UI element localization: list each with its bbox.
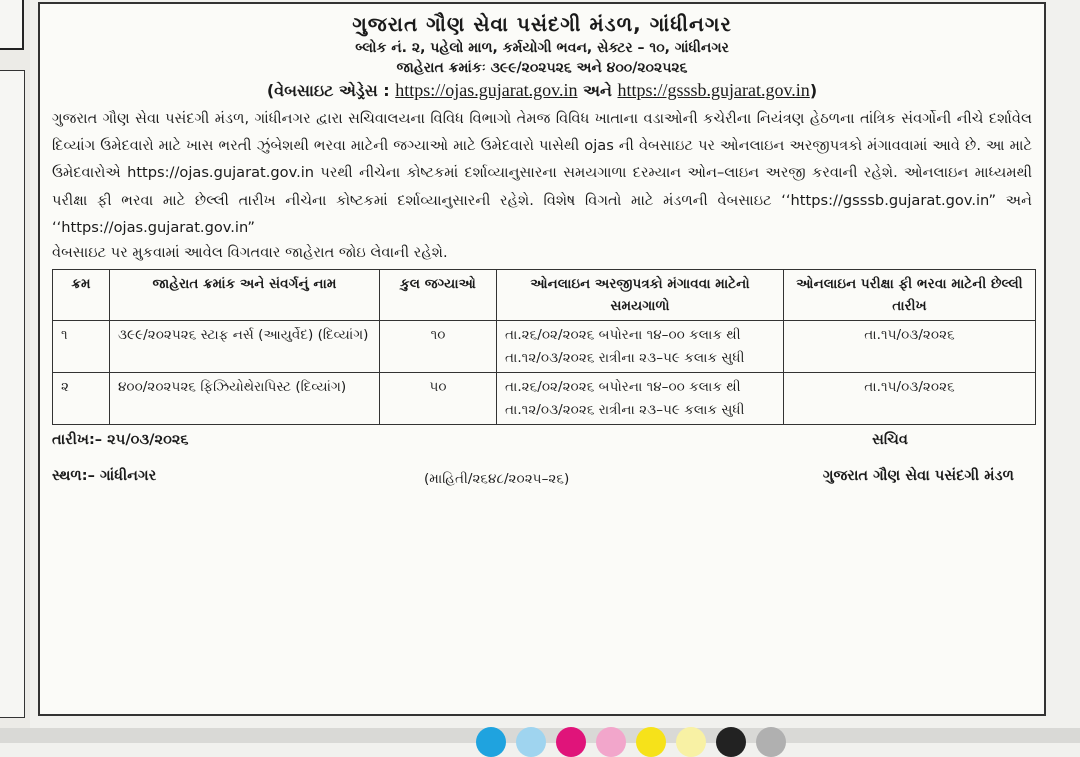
recruitment-notice [38,2,1046,716]
notice-place: સ્થળ:– ગાંધીનગર [52,467,157,485]
color-registration-dot [756,727,786,757]
row-total-posts: ૫૦ [380,373,497,425]
header-post-name: જાહેરાત ક્રમાંક અને સંવર્ગનું નામ [110,270,380,321]
adjacent-column-box-top [0,0,24,50]
color-registration-dot [596,727,626,757]
adjacent-column-box [0,70,25,718]
advertisement-number: જાહેરાત ક્રમાંકઃ ૩૯૯/૨૦૨૫૨૬ અને ૪૦૦/૨૦૨૫૨૬ [396,60,688,76]
ojas-link[interactable]: https://ojas.gujarat.gov.in [395,80,578,100]
notice-paragraph-end: વેબસાઇટ પર મુકવામાં આવેલ વિગતવાર જાહેરાત જોઇ લેવાની રહેશે. [52,244,448,262]
row-post-name: ૪૦૦/૨૦૨૫૨૬ ફિઝિયોથેરાપિસ્ટ (દિવ્યાંગ) [110,373,380,425]
website-conjunction: અને [577,81,618,100]
notice-paragraph: ગુજરાત ગૌણ સેવા પસંદગી મંડળ, ગાંધીનગર દ્વારા સચિવાલયના વિવિધ વિભાગો તેમજ વિવિધ ખાતાના વડાઓની કચેરીના નિયંત્રણ હેઠળના તાંત્રિક સંવર્ગોની નીચે દર્શાવેલ દિવ્યાંગ ઉમેદવારો માટે ખાસ ભરતી ઝુંબેશથી ભરવા માટેની જગ્યાઓ માટે ઉમેદવારો પાસેથી ojas ની વેબસાઇટ પર ઓનલાઇન અરજીપત્રકો મંગાવવામાં આવે છે. આ માટે ઉમેદવારોએ https://ojas.gujarat.gov.in પરથી નીચેના કોષ્ટકમાં દર્શાવ્યાનુસારના સમયગાળા દરમ્યાન ઓન–લાઇન અરજી કરવાની રહેશે. ઓનલાઇન માધ્યમથી પરીક્ષા ફી ભરવા માટે છેલ્લી તારીખ નીચેના કોષ્ટકમાં દર્શાવ્યાનુસારની રહેશે. વિશેષ વિગતો માટે મંડળની વેબસાઇટ ‘‘https://gsssb.gujarat.gov.in” અને ‘‘https://ojas.gujarat.gov.in” [52,110,1032,236]
row-application-period: તા.૨૬/૦૨/૨૦૨૬ બપોરના ૧૪–૦૦ કલાક થી તા.૧૨/૦૩/૨૦૨૬ રાત્રીના ૨૩–૫૯ કલાક સુધી [497,321,784,373]
website-close: ) [809,81,818,100]
color-registration-dot [676,727,706,757]
header-serial: ક્રમ [53,270,110,321]
notice-date: તારીખ:– ૨૫/૦૩/૨૦૨૬ [52,431,189,449]
color-registration-dot [476,727,506,757]
header-total-posts: કુલ જગ્યાઓ [380,270,497,321]
posts-table [52,269,1036,425]
header-application-period: ઓનલાઇન અરજીપત્રકો મંગાવવા માટેનો સમયગાળો [497,270,784,321]
table-row [53,321,1036,373]
table-header-row [53,270,1036,321]
row-total-posts: ૧૦ [380,321,497,373]
website-line [52,80,1032,101]
row-fee-last-date: તા.૧૫/૦૩/૨૦૨૬ [784,321,1036,373]
row-serial: ૨ [53,373,110,425]
signatory-designation: સચિવ [872,431,908,449]
header-fee-last-date: ઓનલાઇન પરીક્ષા ફી ભરવા માટેની છેલ્લી તારીખ [784,270,1036,321]
color-registration-dot [556,727,586,757]
website-label: (વેબસાઇટ એડ્રેસ : [266,81,396,100]
row-serial: ૧ [53,321,110,373]
notice-footer [52,431,1032,501]
color-registration-dot [636,727,666,757]
table-row [53,373,1036,425]
row-application-period: તા.૨૬/૦૨/૨૦૨૬ બપોરના ૧૪–૦૦ કલાક થી તા.૧૨/૦૩/૨૦૨૬ રાત્રીના ૨૩–૫૯ કલાક સુધી [497,373,784,425]
gsssb-link[interactable]: https://gsssb.gujarat.gov.in [617,80,810,100]
color-registration-dot [716,727,746,757]
info-reference: (માહિતી/૨૬૪૮/૨૦૨૫–૨૬) [424,471,570,488]
color-registration-dot [516,727,546,757]
board-address: બ્લોક નં. ૨, પહેલો માળ, કર્મયોગી ભવન, સેક્ટર – ૧૦, ગાંધીનગર [355,40,729,56]
signatory-board: ગુજરાત ગૌણ સેવા પસંદગી મંડળ [822,467,1014,485]
row-post-name: ૩૯૯/૨૦૨૫૨૬ સ્ટાફ નર્સ (આયુર્વેદ) (દિવ્યાંગ) [110,321,380,373]
board-title: ગુજરાત ગૌણ સેવા પસંદગી મંડળ, ગાંધીનગર [352,12,732,36]
row-fee-last-date: તા.૧૫/૦૩/૨૦૨૬ [784,373,1036,425]
